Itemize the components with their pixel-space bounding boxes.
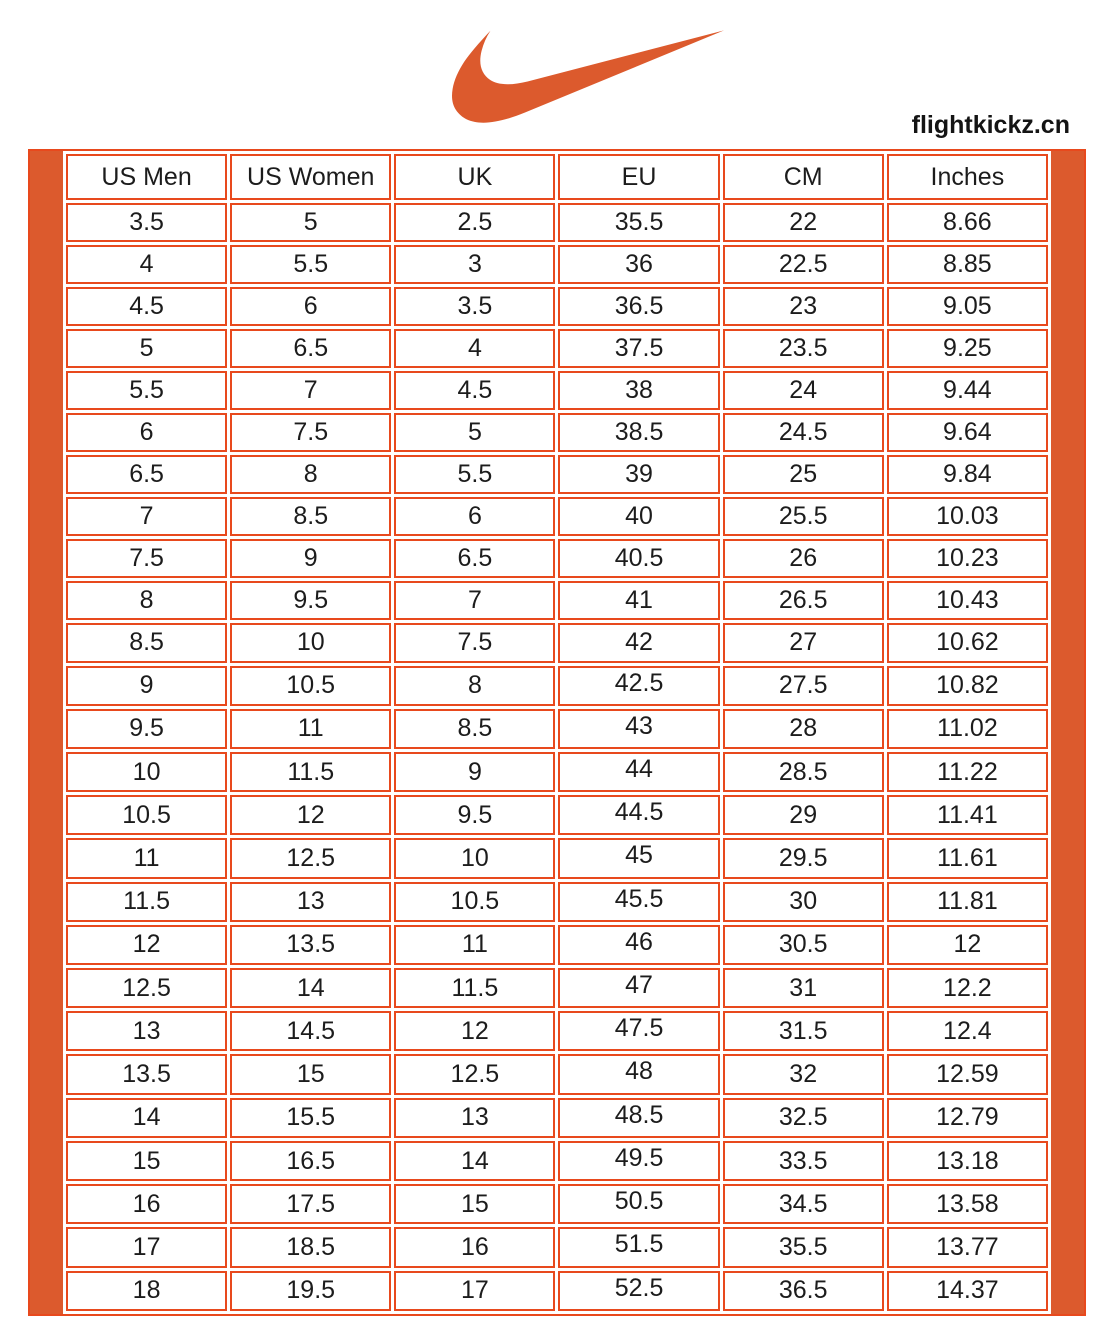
table-cell: 8 — [394, 666, 555, 706]
table-row — [66, 1227, 1048, 1267]
table-cell: 7 — [66, 497, 227, 536]
table-cell: 7.5 — [394, 623, 555, 662]
table-row — [66, 245, 1048, 284]
table-cell: 8.5 — [394, 709, 555, 749]
table-row — [66, 581, 1048, 620]
table-cell: 5 — [394, 413, 555, 452]
table-cell: 11.41 — [887, 795, 1048, 835]
table-cell: 45 — [558, 838, 719, 878]
table-cell: 8 — [230, 455, 391, 494]
table-cell: 46 — [558, 925, 719, 965]
table-cell: 12.5 — [230, 838, 391, 878]
table-cell: 11 — [66, 838, 227, 878]
table-cell: 40 — [558, 497, 719, 536]
table-cell: 9 — [394, 752, 555, 792]
table-cell: 12.4 — [887, 1011, 1048, 1051]
table-cell: 10.5 — [394, 882, 555, 922]
table-cell: 12 — [394, 1011, 555, 1051]
table-cell: 27.5 — [723, 666, 884, 706]
table-cell: 15 — [394, 1184, 555, 1224]
table-cell: 49.5 — [558, 1141, 719, 1181]
table-cell: 3.5 — [394, 287, 555, 326]
table-row — [66, 539, 1048, 578]
table-cell: 52.5 — [558, 1271, 719, 1311]
table-row — [66, 795, 1048, 835]
table-row — [66, 1271, 1048, 1311]
table-cell: 19.5 — [230, 1271, 391, 1311]
table-cell: 9.44 — [887, 371, 1048, 410]
table-cell: 12.5 — [66, 968, 227, 1008]
table-cell: 5.5 — [230, 245, 391, 284]
column-header-us-women: US Women — [230, 154, 391, 200]
table-cell: 30.5 — [723, 925, 884, 965]
size-conversion-table — [63, 151, 1051, 1314]
table-row — [66, 371, 1048, 410]
column-header-inches: Inches — [887, 154, 1048, 200]
table-cell: 13 — [394, 1098, 555, 1138]
table-cell: 13.5 — [230, 925, 391, 965]
table-cell: 14.5 — [230, 1011, 391, 1051]
table-cell: 24 — [723, 371, 884, 410]
table-cell: 40.5 — [558, 539, 719, 578]
table-cell: 3.5 — [66, 203, 227, 242]
table-cell: 26.5 — [723, 581, 884, 620]
table-cell: 47 — [558, 968, 719, 1008]
table-cell: 8.5 — [66, 623, 227, 662]
table-cell: 37.5 — [558, 329, 719, 368]
table-cell: 22 — [723, 203, 884, 242]
table-cell: 38.5 — [558, 413, 719, 452]
table-cell: 51.5 — [558, 1227, 719, 1267]
left-accent-bar — [30, 151, 63, 1314]
table-cell: 10 — [230, 623, 391, 662]
table-row — [66, 1141, 1048, 1181]
table-cell: 16.5 — [230, 1141, 391, 1181]
table-cell: 6.5 — [394, 539, 555, 578]
table-cell: 11.5 — [394, 968, 555, 1008]
table-cell: 32.5 — [723, 1098, 884, 1138]
table-row — [66, 666, 1048, 706]
column-header-uk: UK — [394, 154, 555, 200]
table-row — [66, 838, 1048, 878]
table-cell: 34.5 — [723, 1184, 884, 1224]
table-row — [66, 709, 1048, 749]
table-row — [66, 1054, 1048, 1094]
table-cell: 9.84 — [887, 455, 1048, 494]
table-cell: 11 — [230, 709, 391, 749]
table-cell: 11.02 — [887, 709, 1048, 749]
table-cell: 10.5 — [66, 795, 227, 835]
right-accent-bar — [1051, 151, 1084, 1314]
table-cell: 6 — [66, 413, 227, 452]
table-cell: 25 — [723, 455, 884, 494]
table-cell: 22.5 — [723, 245, 884, 284]
table-cell: 23.5 — [723, 329, 884, 368]
table-cell: 35.5 — [723, 1227, 884, 1267]
table-cell: 3 — [394, 245, 555, 284]
table-cell: 4 — [394, 329, 555, 368]
table-row — [66, 968, 1048, 1008]
table-row — [66, 455, 1048, 494]
table-cell: 18 — [66, 1271, 227, 1311]
table-cell: 9.5 — [230, 581, 391, 620]
table-cell: 11.5 — [230, 752, 391, 792]
table-cell: 5 — [230, 203, 391, 242]
table-cell: 26 — [723, 539, 884, 578]
table-cell: 10.23 — [887, 539, 1048, 578]
table-row — [66, 497, 1048, 536]
table-cell: 31.5 — [723, 1011, 884, 1051]
table-cell: 44.5 — [558, 795, 719, 835]
table-cell: 9.5 — [66, 709, 227, 749]
site-name-label: flightkickz.cn — [911, 111, 1070, 139]
table-cell: 8 — [66, 581, 227, 620]
table-cell: 50.5 — [558, 1184, 719, 1224]
table-cell: 36.5 — [558, 287, 719, 326]
table-cell: 18.5 — [230, 1227, 391, 1267]
table-cell: 36.5 — [723, 1271, 884, 1311]
table-cell: 9 — [230, 539, 391, 578]
table-row — [66, 1184, 1048, 1224]
table-cell: 4.5 — [66, 287, 227, 326]
column-header-us-men: US Men — [66, 154, 227, 200]
table-cell: 10 — [66, 752, 227, 792]
table-cell: 13.18 — [887, 1141, 1048, 1181]
table-row — [66, 752, 1048, 792]
table-cell: 35.5 — [558, 203, 719, 242]
table-cell: 15 — [66, 1141, 227, 1181]
table-cell: 12.5 — [394, 1054, 555, 1094]
table-cell: 9.5 — [394, 795, 555, 835]
table-cell: 4 — [66, 245, 227, 284]
table-cell: 8.66 — [887, 203, 1048, 242]
table-cell: 12.2 — [887, 968, 1048, 1008]
table-cell: 17 — [66, 1227, 227, 1267]
column-header-eu: EU — [558, 154, 719, 200]
table-cell: 10.82 — [887, 666, 1048, 706]
table-cell: 42 — [558, 623, 719, 662]
table-cell: 12.79 — [887, 1098, 1048, 1138]
table-cell: 6 — [230, 287, 391, 326]
table-cell: 11.22 — [887, 752, 1048, 792]
table-cell: 44 — [558, 752, 719, 792]
table-cell: 7 — [230, 371, 391, 410]
table-row — [66, 1011, 1048, 1051]
table-cell: 13.58 — [887, 1184, 1048, 1224]
table-cell: 6.5 — [230, 329, 391, 368]
table-cell: 15.5 — [230, 1098, 391, 1138]
table-cell: 11.81 — [887, 882, 1048, 922]
table-row — [66, 925, 1048, 965]
table-cell: 13.77 — [887, 1227, 1048, 1267]
table-cell: 11 — [394, 925, 555, 965]
size-conversion-table-block — [28, 149, 1086, 1316]
table-cell: 6.5 — [66, 455, 227, 494]
table-cell: 5.5 — [66, 371, 227, 410]
table-cell: 10.5 — [230, 666, 391, 706]
table-cell: 5 — [66, 329, 227, 368]
table-cell: 16 — [66, 1184, 227, 1224]
table-cell: 13.5 — [66, 1054, 227, 1094]
table-cell: 9.64 — [887, 413, 1048, 452]
table-cell: 5.5 — [394, 455, 555, 494]
table-cell: 7 — [394, 581, 555, 620]
table-cell: 32 — [723, 1054, 884, 1094]
table-row — [66, 287, 1048, 326]
table-cell: 9.05 — [887, 287, 1048, 326]
table-row — [66, 623, 1048, 662]
table-cell: 47.5 — [558, 1011, 719, 1051]
table-cell: 38 — [558, 371, 719, 410]
table-cell: 9.25 — [887, 329, 1048, 368]
table-cell: 13 — [230, 882, 391, 922]
table-row — [66, 329, 1048, 368]
table-cell: 10.62 — [887, 623, 1048, 662]
table-cell: 15 — [230, 1054, 391, 1094]
table-cell: 48 — [558, 1054, 719, 1094]
table-cell: 2.5 — [394, 203, 555, 242]
table-cell: 16 — [394, 1227, 555, 1267]
table-cell: 6 — [394, 497, 555, 536]
table-cell: 36 — [558, 245, 719, 284]
table-row — [66, 1098, 1048, 1138]
table-cell: 27 — [723, 623, 884, 662]
table-cell: 25.5 — [723, 497, 884, 536]
table-cell: 14.37 — [887, 1271, 1048, 1311]
table-cell: 28.5 — [723, 752, 884, 792]
table-cell: 28 — [723, 709, 884, 749]
table-cell: 8.5 — [230, 497, 391, 536]
table-cell: 17 — [394, 1271, 555, 1311]
table-cell: 14 — [230, 968, 391, 1008]
table-cell: 42.5 — [558, 666, 719, 706]
table-cell: 12 — [230, 795, 391, 835]
table-cell: 23 — [723, 287, 884, 326]
table-cell: 29.5 — [723, 838, 884, 878]
table-cell: 8.85 — [887, 245, 1048, 284]
table-cell: 43 — [558, 709, 719, 749]
table-cell: 12 — [887, 925, 1048, 965]
table-cell: 30 — [723, 882, 884, 922]
nike-swoosh-icon — [452, 26, 724, 126]
table-cell: 10 — [394, 838, 555, 878]
table-row — [66, 882, 1048, 922]
table-cell: 11.61 — [887, 838, 1048, 878]
table-cell: 31 — [723, 968, 884, 1008]
table-row — [66, 413, 1048, 452]
table-cell: 7.5 — [66, 539, 227, 578]
table-cell: 12.59 — [887, 1054, 1048, 1094]
table-row — [66, 203, 1048, 242]
table-cell: 41 — [558, 581, 719, 620]
table-cell: 11.5 — [66, 882, 227, 922]
table-cell: 14 — [394, 1141, 555, 1181]
table-cell: 12 — [66, 925, 227, 965]
table-cell: 17.5 — [230, 1184, 391, 1224]
table-cell: 29 — [723, 795, 884, 835]
table-cell: 33.5 — [723, 1141, 884, 1181]
table-cell: 14 — [66, 1098, 227, 1138]
table-cell: 7.5 — [230, 413, 391, 452]
table-cell: 4.5 — [394, 371, 555, 410]
column-header-cm: CM — [723, 154, 884, 200]
table-cell: 48.5 — [558, 1098, 719, 1138]
table-cell: 39 — [558, 455, 719, 494]
header-row — [66, 154, 1048, 200]
table-cell: 9 — [66, 666, 227, 706]
table-cell: 10.03 — [887, 497, 1048, 536]
table-cell: 10.43 — [887, 581, 1048, 620]
table-cell: 24.5 — [723, 413, 884, 452]
table-cell: 45.5 — [558, 882, 719, 922]
table-cell: 13 — [66, 1011, 227, 1051]
